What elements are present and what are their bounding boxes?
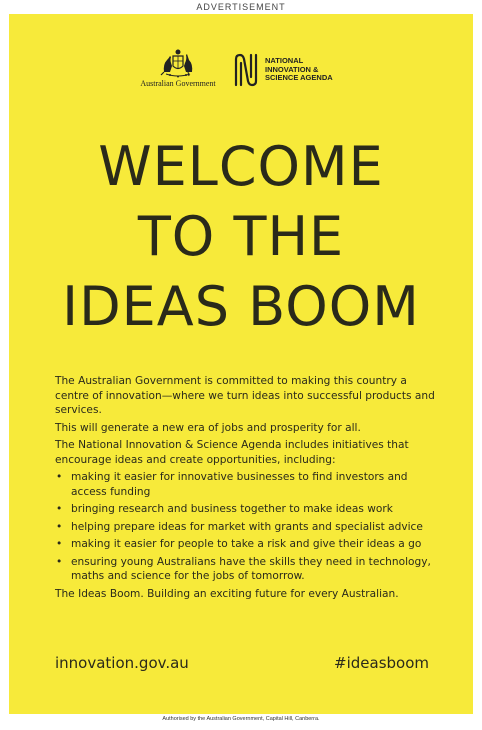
- bullet-icon: •: [56, 503, 63, 515]
- hashtag: #ideasboom: [334, 654, 429, 672]
- list-item-text: bringing research and business together to make ideas work: [71, 503, 393, 515]
- advertisement-label: ADVERTISEMENT: [196, 2, 286, 12]
- list-item: [55, 520, 439, 535]
- poster: [9, 14, 473, 714]
- headline: [9, 132, 473, 342]
- list-item: [55, 555, 439, 584]
- body-paragraph-2: This will generate a new era of jobs and prosperity for all.: [55, 421, 361, 434]
- list-item-text: making it easier for innovative businesses to find investors and access funding: [71, 471, 408, 498]
- authorisation-statement: Authorised by the Australian Government, Capital Hill, Canberra.: [162, 716, 320, 722]
- government-logo-text: Australian Government: [140, 79, 216, 88]
- website-link[interactable]: innovation.gov.au: [55, 654, 189, 672]
- list-item-text: ensuring young Australians have the skills they need in technology, maths and science for the jobs of tomorrow.: [71, 555, 431, 582]
- bullet-icon: •: [56, 555, 63, 568]
- australian-government-logo: [138, 48, 218, 98]
- bullet-icon: •: [56, 471, 63, 483]
- list-item-text: helping prepare ideas for market with grants and specialist advice: [71, 520, 423, 533]
- body-copy: [55, 374, 439, 604]
- headline-line-1: WELCOME: [98, 135, 384, 198]
- nisa-logo: [233, 53, 353, 93]
- headline-line-2: TO THE: [137, 205, 345, 268]
- coat-of-arms-icon: [158, 48, 198, 78]
- bullet-icon: •: [56, 520, 63, 533]
- nisa-line-3: SCIENCE AGENDA: [265, 73, 333, 82]
- logo-bar: [9, 48, 473, 98]
- nisa-line-1: NATIONAL: [265, 56, 304, 65]
- list-item-text: making it easier for people to take a risk and give their ideas a go: [71, 538, 422, 550]
- nisa-n-logo-icon: [233, 53, 259, 87]
- nisa-line-2: INNOVATION &: [265, 64, 319, 74]
- nisa-logo-text: [265, 57, 333, 83]
- list-item: [55, 470, 439, 499]
- initiatives-list: [55, 470, 439, 584]
- closing-statement: The Ideas Boom. Building an exciting future for every Australian.: [55, 587, 399, 600]
- list-item: [55, 537, 439, 552]
- body-paragraph-3: The National Innovation & Science Agenda includes initiatives that encourage ideas and create opportunities, including:: [55, 439, 409, 466]
- body-paragraph-1: The Australian Government is committed to making this country a centre of innovation—where we turn ideas into successful products and services.: [55, 375, 435, 416]
- bullet-icon: •: [56, 538, 63, 550]
- headline-line-3: IDEAS BOOM: [62, 275, 420, 338]
- list-item: [55, 502, 439, 517]
